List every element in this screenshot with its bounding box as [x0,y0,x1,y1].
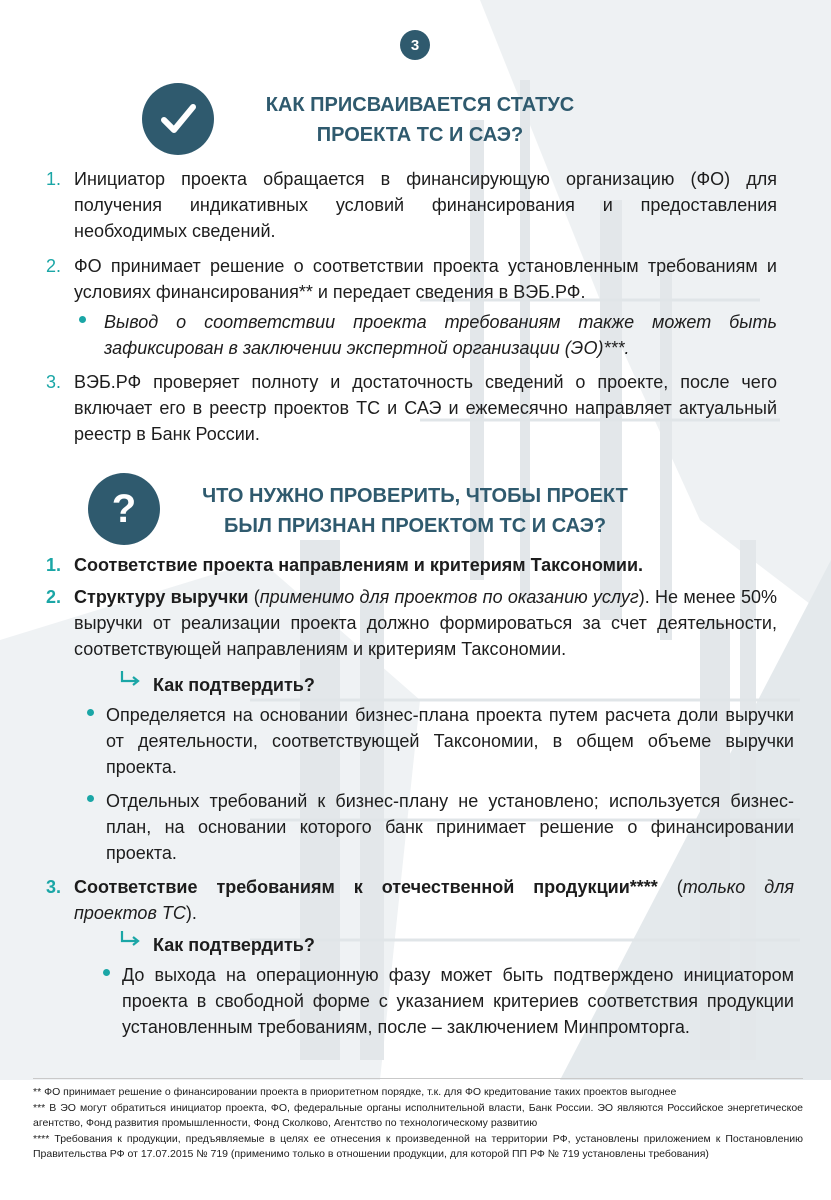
footnotes [33,1078,803,1163]
list-item-note: Отдельных требований к бизнес-плану не установлено; используется бизнес-план, на основании которого банк принимает решение о финансировании проекта. [106,791,794,863]
list-item-note: Определяется на основании бизнес-плана проекта путем расчета доли выручки от деятельности, соответствующей Таксономии, в общем объеме выручки проекта. [106,705,794,777]
arrow-turn-right-icon [118,930,142,948]
footnote: ** ФО принимает решение о финансировании проекта в приоритетном порядке, т.к. для ФО кредитование таких проектов выгоднее [33,1086,677,1098]
question-icon: ? [111,487,137,531]
bullet-dot [87,709,94,716]
item-bold: Соответствие требованиям к отечественной продукции**** [74,877,658,897]
list-number: 2. [46,256,62,276]
list-item: ФО принимает решение о соответствии проекта установленным требованиям и условиях финансирования** и передает сведения в ВЭБ.РФ. [74,256,777,302]
list-number: 1. [46,169,62,189]
page-number: 3 [400,30,430,60]
how-to-confirm-label: Как подтвердить? [153,935,315,955]
footnote: *** В ЭО могут обратиться инициатор проекта, ФО, федеральные органы исполнительной власти, Банк России. ЭО являются Российское энергетическое агентство, Фонд развития промышленности, Фонд Сколково, Агентство по технологическому развитию [33,1102,803,1129]
bullet-dot [103,969,110,976]
list-item: Инициатор проекта обращается в финансирующую организацию (ФО) для получения индикативных условий финансирования и предоставления необходимых сведений. [74,169,777,241]
list-number: 2. [46,587,62,607]
checkmark-icon [158,99,198,139]
section2-badge [88,473,160,545]
list-item: Соответствие проекта направлениям и критериям Таксономии. [74,555,644,575]
how-to-confirm-label: Как подтвердить? [153,675,315,695]
list-item [74,584,777,662]
section1-title: КАК ПРИСВАИВАЕТСЯ СТАТУС ПРОЕКТА ТС И САЭ? [265,94,575,146]
list-item: ВЭБ.РФ проверяет полноту и достаточность сведений о проекте, после чего включает его в реестр проектов ТС и САЭ и ежемесячно направляет актуальный реестр в Банк России. [74,372,777,444]
list-item-note: До выхода на операционную фазу может быть подтверждено инициатором проекта в свободной форме с указанием критериев соответствия продукции установленным требованиям, после – заключением Минпромторга. [122,965,794,1037]
bullet-dot [79,316,86,323]
arrow-turn-right-icon [118,670,142,688]
list-item [74,874,794,926]
list-number: 3. [46,877,62,897]
item-italic: применимо для проектов по оказанию услуг [259,587,639,607]
bullet-dot [87,795,94,802]
item-paren-open: ( [676,877,683,897]
section2-title: ЧТО НУЖНО ПРОВЕРИТЬ, ЧТОБЫ ПРОЕКТ БЫЛ ПРИЗНАН ПРОЕКТОМ ТС И САЭ? [202,485,628,537]
section1-badge [142,83,214,155]
item-text: ). Не менее 50% выручки от реализации проекта должно формироваться за счет деятельности, соответствующей направлениям и критериям Таксономии. [74,587,777,659]
list-number: 3. [46,372,62,392]
item-italic: только для проектов ТС [74,877,794,923]
list-item-note: Вывод о соответствии проекта требованиям также может быть зафиксирован в заключении экспертной организации (ЭО)***. [104,312,777,358]
footnote: **** Требования к продукции, предъявляемые в целях ее отнесения к произведенной на территории РФ, установлены приложением к Постановлению Правительства РФ от 17.07.2015 № 719 (применимо только в отношении продукции, для которой ПП РФ № 719 установлены требования) [33,1133,803,1160]
list-number: 1. [46,555,62,575]
item-paren-close: ). [185,903,197,923]
item-bold: Структуру выручки [74,587,249,607]
item-paren-open: ( [248,587,260,607]
